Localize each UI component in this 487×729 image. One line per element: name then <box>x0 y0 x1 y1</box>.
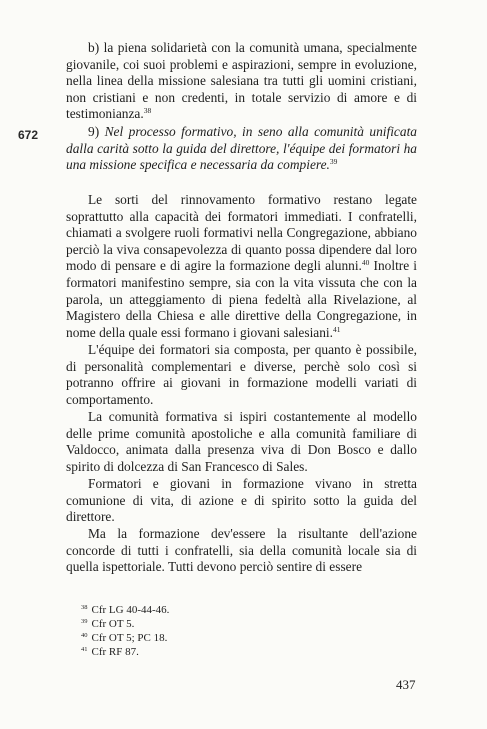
footnote-ref-41: 41 <box>333 324 341 334</box>
footnote <box>81 645 169 659</box>
paragraph-communion <box>66 476 417 526</box>
footnote-number: 39 <box>81 618 88 625</box>
item-number: 9) <box>88 124 100 139</box>
paragraph-text: b) la piena solidarietà con la comunità umana, specialmente giovanile, coi suoi problemi e aspirazioni, sempre in evoluzione, nella linea della missione salesiana tra tutti gli uomini cristiani, non cristiani e non credenti, in totale servizio di amore e di testimonianza. <box>66 40 417 122</box>
footnote-text: Cfr RF 87. <box>91 646 139 658</box>
footnote <box>81 631 169 645</box>
footnote-text: Cfr OT 5; PC 18. <box>91 632 168 644</box>
paragraph-text: L'équipe dei formatori sia composta, per quanto è possibile, di personalità complementari e diverse, perchè solo così si potranno offrire ai giovani in formazione modelli variati di comportamento. <box>66 342 417 407</box>
paragraph-text: Ma la formazione dev'essere la risultante dell'azione concorde di tutti i confratelli, sia della comunità locale sia di quella ispettoriale. Tutti devono perciò sentire di essere <box>66 526 417 575</box>
paragraph-text: La comunità formativa si ispiri costantemente al modello delle prime comunità apostoliche e alla comunità familiare di Valdocco, animata dalla presenza viva di Don Bosco e dallo spirito di dolcezza di San Francesco di Sales. <box>66 409 417 474</box>
paragraph-confratelli <box>66 526 417 576</box>
paragraph-text: Formatori e giovani in formazione vivano in stretta comunione di vita, di azione e di spirito sotto la guida del direttore. <box>66 476 417 525</box>
footnote-number: 40 <box>81 632 88 639</box>
footnote-text: Cfr LG 40-44-46. <box>91 604 170 616</box>
paragraph-text: Inoltre i formatori manifestino sempre, sia con la vita vissuta che con la parola, un atteggiamento di piena fedeltà alla Rivelazione, al Magistero della Chiesa e alle direttive della Congregazione, in nome della quale essi formano i giovani salesiani. <box>66 258 418 340</box>
paragraph-equipe-thesis <box>66 124 417 174</box>
paragraph-solidarity <box>66 40 417 123</box>
footnote <box>81 603 169 617</box>
footnotes <box>81 603 169 659</box>
footnote-text: Cfr OT 5. <box>91 618 135 630</box>
margin-article-number: 672 <box>18 128 39 142</box>
footnote <box>81 617 169 631</box>
paragraph-equipe-composition <box>66 342 417 408</box>
footnote-number: 38 <box>81 604 88 611</box>
paragraph-formatori <box>66 192 417 341</box>
paragraph-text: Le sorti del rinnovamento formativo restano legate soprattutto alla capacità dei formatori immediati. I confratelli, chiamati a svolgere ruoli formativi nella Congregazione, abbiano perciò la viva consapevolezza di quanto possa dipendere dal loro modo di pensare e di agire la formazione degli alunni. <box>66 192 417 274</box>
paragraph-community-model <box>66 409 417 475</box>
footnote-ref-38: 38 <box>143 106 152 116</box>
paragraph-italic-text: Nel processo formativo, in seno alla comunità unificata dalla carità sotto la guida del direttore, l'équipe dei formatori ha una missione specifica e necessaria da compiere. <box>66 124 417 173</box>
footnote-number: 41 <box>81 646 88 653</box>
footnote-ref-40: 40 <box>361 258 370 268</box>
footnote-ref-39: 39 <box>329 157 338 167</box>
page-number: 437 <box>396 677 416 692</box>
